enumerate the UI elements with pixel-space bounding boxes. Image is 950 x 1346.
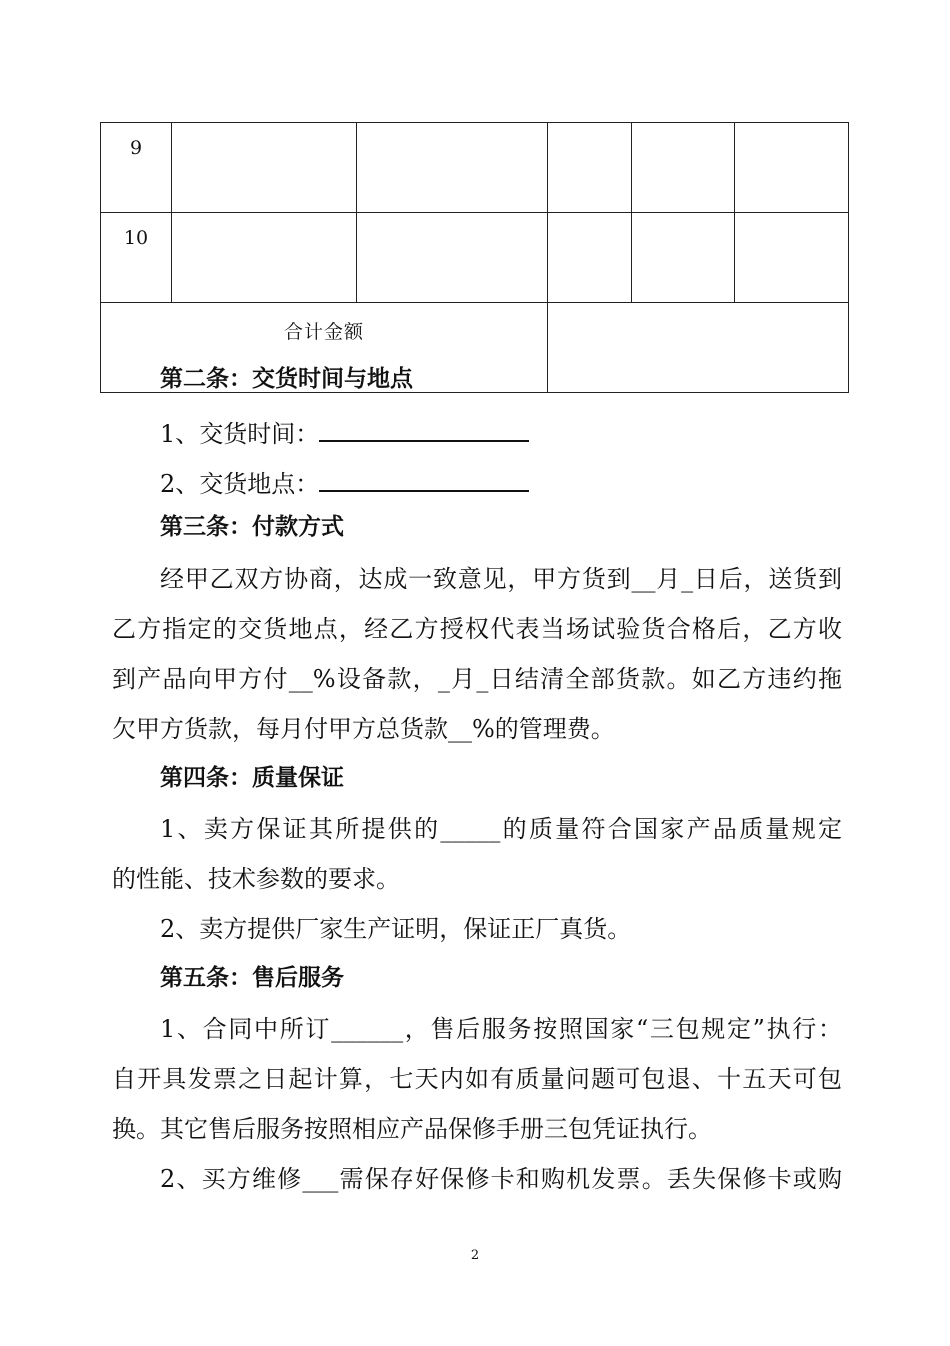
paragraph-line: 2、卖方提供厂家生产证明，保证正厂真货。: [160, 915, 632, 943]
table-cell: [172, 123, 357, 213]
paragraph-line: 1、卖方保证其所提供的_____的质量符合国家产品质量规定: [160, 815, 842, 843]
table-cell: [735, 123, 849, 213]
paragraph-line: 的性能、技术参数的要求。: [112, 865, 400, 893]
delivery-place-label: 2、交货地点：: [160, 470, 320, 498]
table-cell: [735, 213, 849, 303]
paragraph-line: 自开具发票之日起计算，七天内如有质量问题可包退、十五天可包: [112, 1065, 842, 1093]
paragraph-line: 1、合同中所订______，售后服务按照国家“三包规定”执行：: [160, 1015, 842, 1043]
paragraph-line: 欠甲方货款，每月付甲方总货款__%的管理费。: [112, 715, 615, 743]
delivery-place-blank[interactable]: [319, 464, 529, 492]
row-number: 9: [101, 123, 172, 213]
delivery-time-label: 1、交货时间：: [160, 420, 320, 448]
table-cell: [632, 123, 735, 213]
table-cell: [632, 213, 735, 303]
row-number: 10: [101, 213, 172, 303]
table-cell: [548, 213, 632, 303]
delivery-time-line: [160, 414, 842, 449]
table-cell: [172, 213, 357, 303]
table-cell: [357, 213, 548, 303]
paragraph-line: 换。其它售后服务按照相应产品保修手册三包凭证执行。: [112, 1115, 712, 1143]
article3-heading: 第三条：付款方式: [160, 514, 344, 540]
delivery-place-line: [160, 464, 842, 499]
table-cell: [548, 123, 632, 213]
delivery-time-blank[interactable]: [319, 414, 529, 442]
page-number: 2: [470, 1248, 480, 1263]
total-amount-label: 合计金额: [101, 303, 548, 393]
paragraph-line: 乙方指定的交货地点，经乙方授权代表当场试验货合格后，乙方收: [112, 615, 842, 643]
paragraph-line: 到产品向甲方付__%设备款，_月_日结清全部货款。如乙方违约拖: [112, 665, 842, 693]
article5-heading: 第五条：售后服务: [160, 965, 344, 991]
paragraph-line: 经甲乙双方协商，达成一致意见，甲方货到__月_日后，送货到: [160, 565, 842, 593]
table-row: [101, 213, 849, 303]
paragraph-line: 2、买方维修___需保存好保修卡和购机发票。丢失保修卡或购: [160, 1165, 842, 1193]
table-row: [101, 123, 849, 213]
goods-table: [100, 122, 849, 393]
article4-heading: 第四条：质量保证: [160, 765, 344, 791]
article2-heading: 第二条：交货时间与地点: [160, 366, 413, 392]
table-cell: [357, 123, 548, 213]
